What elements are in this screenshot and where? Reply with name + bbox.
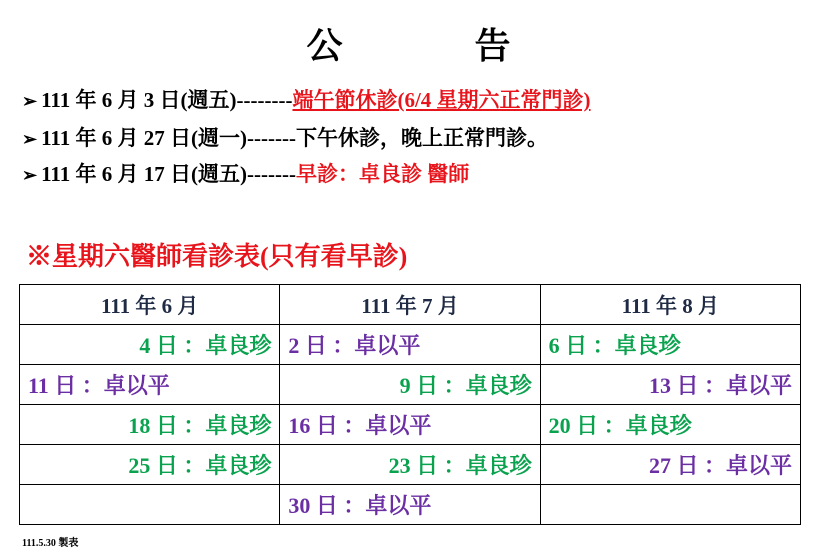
schedule-cell: 9 日 ：卓良珍 (280, 365, 540, 405)
arrow-bullet-icon: ➢ (22, 91, 38, 111)
notice-date: 111 年 6 月 27 日(週一)------- (41, 126, 296, 150)
schedule-cell: 2 日 ：卓以平 (280, 325, 540, 365)
footer-note: 111.5.30 製表 (22, 538, 79, 549)
arrow-bullet-icon: ➢ (22, 165, 38, 185)
schedule-cell: 11 日 ：卓以平 (20, 365, 280, 405)
schedule-cell: 25 日 ：卓良珍 (20, 445, 280, 485)
notice-detail: 下午休診，晚上正常門診。 (295, 126, 548, 150)
table-row (20, 405, 801, 445)
table-row (20, 365, 801, 405)
page-title: 公 告 (306, 26, 559, 66)
notice-date: 111 年 6 月 17 日(週五)------- (41, 162, 296, 186)
notice-item (22, 124, 548, 153)
schedule-cell: 23 日 ：卓良珍 (280, 445, 540, 485)
schedule-cell-empty (20, 485, 280, 525)
schedule-cell: 27 日 ：卓以平 (540, 445, 800, 485)
table-row (20, 445, 801, 485)
schedule-cell: 6 日 ：卓良珍 (540, 325, 800, 365)
schedule-cell-empty (540, 485, 800, 525)
column-header-july: 111 年 7 月 (280, 285, 540, 325)
schedule-cell: 4 日 ：卓良珍 (20, 325, 280, 365)
table-header-row (20, 285, 801, 325)
schedule-cell: 16 日 ：卓以平 (280, 405, 540, 445)
notice-detail: 早診：卓良診 醫師 (295, 162, 470, 186)
schedule-cell: 20 日 ：卓良珍 (540, 405, 800, 445)
table-row (20, 325, 801, 365)
notice-detail: 端午節休診(6/4 星期六正常門診) (292, 88, 591, 112)
column-header-june: 111 年 6 月 (20, 285, 280, 325)
notice-date: 111 年 6 月 3 日(週五)-------- (41, 88, 293, 112)
notice-item (22, 160, 469, 189)
arrow-bullet-icon: ➢ (22, 129, 38, 149)
saturday-schedule-title: ※星期六醫師看診表(只有看早診) (26, 242, 408, 271)
schedule-cell: 13 日 ：卓以平 (540, 365, 800, 405)
table-row (20, 485, 801, 525)
schedule-cell: 30 日 ：卓以平 (280, 485, 540, 525)
notice-item (22, 86, 591, 115)
schedule-cell: 18 日 ：卓良珍 (20, 405, 280, 445)
column-header-august: 111 年 8 月 (540, 285, 800, 325)
saturday-schedule-table (19, 284, 801, 525)
